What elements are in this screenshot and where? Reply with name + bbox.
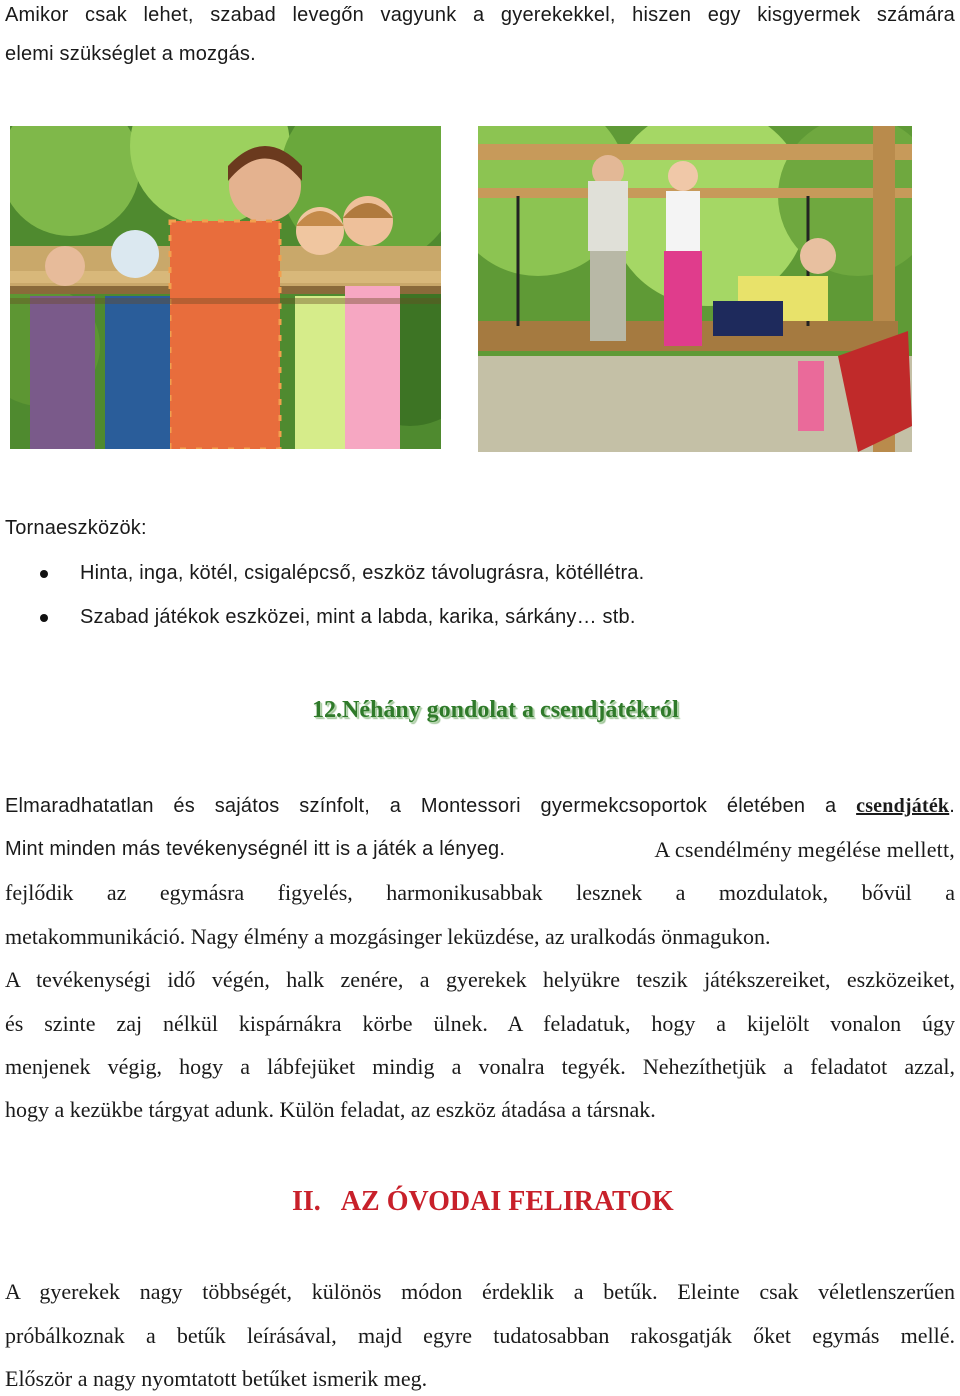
equipment-item-2: Szabad játékok eszközei, mint a labda, karika, sárkány… stb. [80, 606, 636, 628]
section2-line-3: Először a nagy nyomtatott betűket ismerik meg. [5, 1366, 428, 1391]
p2-line3-text: menjenek végig, hogy a lábfejüket mindig a vonalra tegyék. Nehezíthetjük a feladatot azzal, [5, 1054, 955, 1079]
csendjatek-keyword: csendjáték [856, 795, 950, 817]
p1-line2-b: A csendélmény megélése mellett, [654, 837, 955, 862]
section12-p2-line-3 [5, 1056, 955, 1078]
p2-line1-text: A tevékenységi idő végén, halk zenére, a gyerekek helyükre teszik játékszereiket, eszközeiket, [5, 967, 955, 992]
intro-line-1 [5, 5, 955, 25]
p1-line2-a: Mint minden más tevékenységnél itt is a játék a lényeg. [5, 838, 506, 860]
section2-line-1 [5, 1281, 955, 1303]
equipment-title: Tornaeszközök: [5, 517, 147, 539]
section12-p2-line-1 [5, 969, 955, 991]
section12-p1-line-1 [5, 796, 955, 816]
equipment-item-1: Hinta, inga, kötél, csigalépcső, eszköz távolugrásra, kötéllétra. [80, 562, 645, 584]
section12-p2-line-4: hogy a kezükbe tárgyat adunk. Külön feladat, az eszköz átadása a társnak. [5, 1097, 656, 1122]
p2-line2-text: és szinte zaj nélkül kispárnákra körbe ülnek. A feladatuk, hogy a kijelölt vonalon úgy [5, 1011, 955, 1036]
section2-line1-text: A gyerekek nagy többségét, különös módon érdeklik a betűk. Eleinte csak véletlenszerűen [5, 1279, 955, 1304]
children-on-climbing-frame-photo [478, 126, 912, 452]
section-2-number: II. [292, 1186, 321, 1217]
section12-p1-line-3 [5, 882, 955, 904]
p1-prefix: Elmaradhatatlan és sajátos színfolt, a Montessori gyermekcsoportok életében a [5, 795, 837, 817]
p1-suffix: . [949, 795, 955, 817]
teacher-with-children-photo [10, 126, 441, 449]
intro-text-1: Amikor csak lehet, szabad levegőn vagyunk a gyerekekkel, hiszen egy kisgyermek számára [5, 4, 955, 26]
intro-line-2: elemi szükséglet a mozgás. [5, 43, 256, 65]
section-12-heading: 12.Néhány gondolat a csendjátékról [312, 697, 679, 723]
section12-p1-line-1-text [5, 796, 955, 816]
section2-line2-text: próbálkoznak a betűk leírásával, majd egyre tudatosabban rakosgatják őket egymás mellé. [5, 1323, 955, 1348]
section2-line-2 [5, 1325, 955, 1347]
bullet-icon [40, 614, 48, 622]
section-2-heading [292, 1186, 674, 1218]
section12-p1-line-2 [5, 837, 955, 862]
p1-line3-text: fejlődik az egymásra figyelés, harmonikusabbak lesznek a mozdulatok, bővül a [5, 880, 955, 905]
bullet-icon [40, 570, 48, 578]
section-2-title: AZ ÓVODAI FELIRATOK [340, 1186, 674, 1217]
section12-p2-line-2 [5, 1013, 955, 1035]
section12-p1-line-4: metakommunikáció. Nagy élmény a mozgásinger leküzdése, az uralkodás önmagukon. [5, 924, 771, 949]
